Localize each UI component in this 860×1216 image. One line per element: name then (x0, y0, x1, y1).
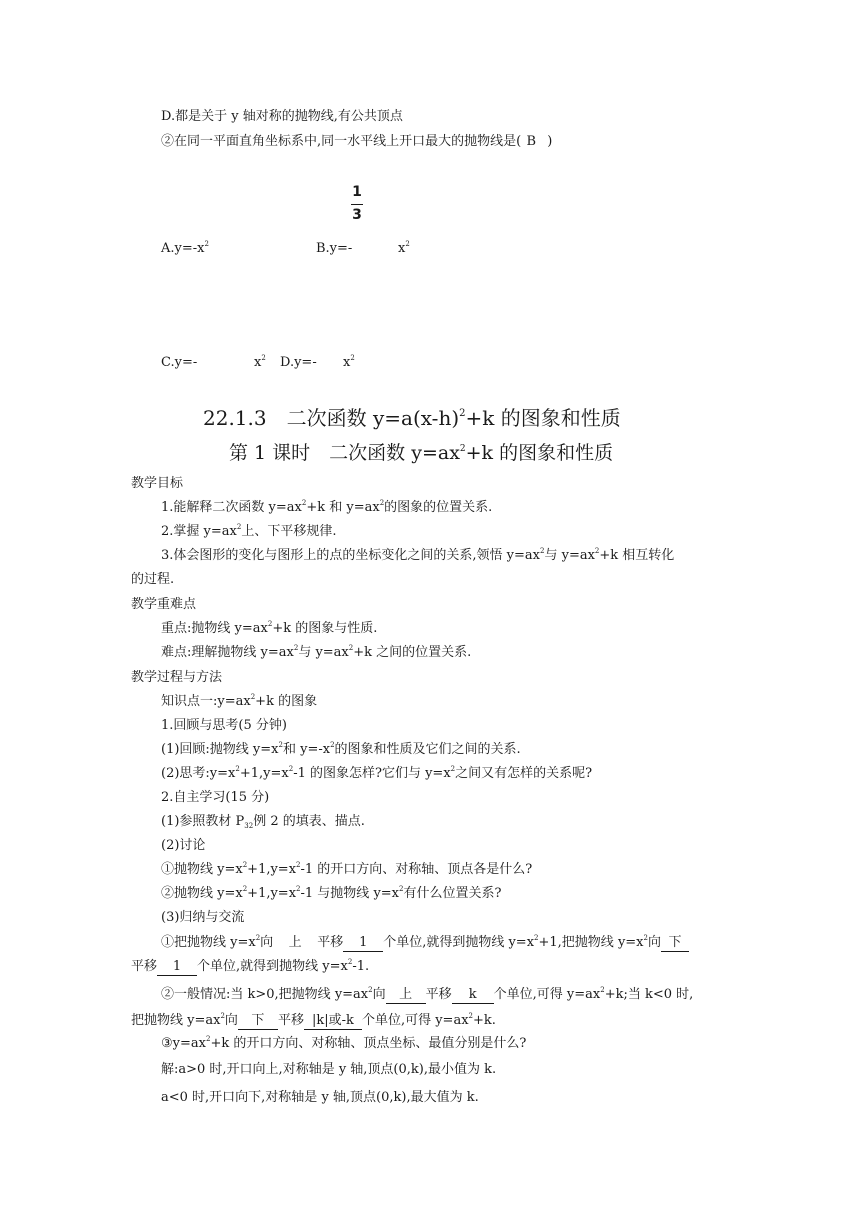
text-span: +1,y=x (247, 886, 297, 901)
text-span: +k;当 k<0 时, (604, 987, 694, 1002)
text-span: 向 (647, 935, 661, 950)
discuss-2 (161, 885, 501, 903)
summary-2-line-1 (161, 986, 693, 1004)
text-span: 2.掌握 y=ax (161, 524, 237, 539)
step-1-think (161, 765, 592, 783)
text-span: -1 的开口方向、对称轴、顶点各是什么? (300, 862, 533, 877)
text-span: 知识点一:y=ax (161, 694, 251, 709)
question-2-answer: B (526, 134, 536, 149)
lesson-title-text: 第 1 课时 二次函数 y=ax (229, 442, 460, 464)
text-span: ②抛物线 y=x (161, 886, 243, 901)
text-span: 难点:理解抛物线 y=ax (161, 645, 294, 660)
goal-3-continued: 的过程. (131, 572, 175, 587)
text-span: 个单位,可得 y=ax (361, 1013, 469, 1028)
superscript: 2 (399, 885, 404, 893)
text-span: 个单位,就得到抛物线 y=x (383, 935, 535, 950)
superscript: 2 (220, 1012, 225, 1020)
superscript: 2 (301, 499, 307, 507)
section-title-suffix: +k 的图象和性质 (465, 406, 621, 430)
superscript: 2 (600, 986, 605, 994)
summary-3 (161, 1035, 526, 1053)
text-span: 上、下平移规律. (241, 524, 337, 539)
text-span: 1.能解释二次函数 y=ax (161, 500, 302, 515)
superscript: 2 (330, 741, 335, 749)
superscript: 2 (288, 765, 294, 773)
step-2-summary: (3)归纳与交流 (161, 910, 245, 925)
superscript: 2 (459, 444, 466, 454)
superscript: 2 (235, 765, 240, 773)
lesson-title-suffix: +k 的图象和性质 (465, 442, 614, 464)
discuss-1 (161, 861, 532, 879)
superscript: 2 (236, 523, 242, 531)
blank-answer: 下 (661, 935, 689, 952)
text-span: 向 (224, 1013, 238, 1028)
lesson-title (229, 440, 613, 466)
blank-answer: |k|或-k (304, 1013, 362, 1030)
blank-answer: k (452, 987, 494, 1004)
goal-1 (161, 499, 492, 517)
text-span: +k 相互转化 (599, 548, 675, 563)
text-span: (2)思考:y=x (161, 766, 236, 781)
option-c: C.y=- (161, 355, 198, 370)
superscript: 2 (296, 885, 301, 893)
question-2 (161, 133, 552, 151)
superscript: 2 (459, 408, 466, 419)
text-span: 的图象的位置关系. (384, 500, 493, 515)
section-title-text: 22.1.3 二次函数 y=a(x-h) (203, 406, 460, 430)
text-span: +k. (473, 1013, 496, 1028)
superscript: 2 (594, 547, 600, 555)
summary-1-line-2 (131, 958, 369, 976)
solution-line-1: 解:a>0 时,开口向上,对称轴是 y 轴,顶点(0,k),最小值为 k. (161, 1062, 497, 1077)
blank-answer: 上 (386, 987, 426, 1004)
superscript: 2 (643, 934, 648, 942)
knowledge-point-1 (161, 693, 317, 711)
superscript: 2 (278, 741, 283, 749)
text-span: 和 y=-x (282, 742, 331, 757)
text-span: ①把抛物线 y=x (161, 935, 256, 950)
variable-x: x (254, 355, 262, 370)
summary-1-line-1 (161, 934, 689, 952)
text-span: +k 的开口方向、对称轴、顶点坐标、最值分别是什么? (210, 1036, 527, 1051)
superscript: 2 (405, 240, 410, 248)
step-1-review (161, 741, 521, 759)
superscript: 2 (205, 1035, 211, 1043)
superscript: 2 (250, 693, 256, 701)
key-point (161, 620, 377, 638)
solution-line-2: a<0 时,开口向下,对称轴是 y 轴,顶点(0,k),最大值为 k. (161, 1090, 479, 1105)
text-span: +k 的图象与性质. (272, 621, 378, 636)
text-span: 例 2 的填表、描点. (253, 814, 365, 829)
superscript: 2 (368, 986, 373, 994)
text-span: -1. (352, 959, 370, 974)
blank-answer: 下 (238, 1013, 278, 1030)
variable-x: x (343, 355, 351, 370)
option-a-text: A.y=-x (161, 241, 205, 256)
step-1: 1.回顾与思考(5 分钟) (161, 718, 287, 733)
text-span: +k 和 y=ax (306, 500, 380, 515)
text-span: 平移 (425, 987, 452, 1002)
text-span: 重点:抛物线 y=ax (161, 621, 268, 636)
superscript: 2 (468, 1012, 474, 1020)
question-2-close: ) (547, 134, 553, 149)
question-2-text: ②在同一平面直角坐标系中,同一水平线上开口最大的抛物线是( (161, 134, 522, 149)
superscript: 2 (293, 644, 299, 652)
text-span: ③y=ax (161, 1036, 206, 1051)
text-span: 平移 (131, 959, 158, 974)
option-a (161, 240, 209, 258)
superscript: 2 (379, 499, 385, 507)
option-d-var (343, 354, 355, 372)
text-span: +1,y=x (239, 766, 289, 781)
process-heading: 教学过程与方法 (131, 670, 223, 685)
text-span: 向 (260, 935, 274, 950)
superscript: 2 (534, 934, 539, 942)
superscript: 2 (204, 240, 209, 248)
option-c-var (254, 354, 266, 372)
text-span: +k 的图象 (255, 694, 318, 709)
step-2: 2.自主学习(15 分) (161, 790, 270, 805)
superscript: 2 (348, 644, 354, 652)
option-b: B.y=- (316, 241, 353, 256)
superscript: 2 (450, 765, 456, 773)
text-span: 把抛物线 y=ax (131, 1013, 221, 1028)
text-span: 与 y=ax (298, 645, 349, 660)
difficult-point (161, 644, 471, 662)
goal-2 (161, 523, 336, 541)
text-span: 之间又有怎样的关系呢? (455, 766, 593, 781)
blank-answer: 上 (288, 935, 302, 950)
text-span: 与 y=ax (544, 548, 595, 563)
subscript: 32 (244, 822, 254, 830)
superscript: 2 (267, 620, 273, 628)
superscript: 2 (296, 861, 301, 869)
step-2-discuss: (2)讨论 (161, 838, 206, 853)
text-span: 的图象和性质及它们之间的关系. (334, 742, 521, 757)
text-span: 平移 (317, 935, 344, 950)
text-span: 个单位,就得到抛物线 y=x (197, 959, 348, 974)
superscript: 2 (242, 885, 248, 893)
text-span: +1,y=x (247, 862, 297, 877)
blank-answer: 1 (157, 959, 197, 976)
text-span: 有什么位置关系? (403, 886, 502, 901)
option-d: D.y=- (280, 355, 317, 370)
superscript: 2 (347, 958, 353, 966)
fraction-bar (351, 204, 363, 205)
summary-2-line-2 (131, 1012, 496, 1030)
text-span: 平移 (277, 1013, 304, 1028)
keypoints-heading: 教学重难点 (131, 597, 197, 612)
text-span: (1)回顾:抛物线 y=x (161, 742, 279, 757)
fraction-denominator: 3 (352, 207, 362, 223)
superscript: 2 (350, 354, 355, 362)
fraction-numerator: 1 (352, 184, 362, 200)
text-span: -1 与抛物线 y=x (300, 886, 400, 901)
variable-x: x (398, 241, 406, 256)
text-span: -1 的图象怎样?它们与 y=x (293, 766, 451, 781)
text-span: ②一般情况:当 k>0,把抛物线 y=ax (161, 987, 369, 1002)
blank-answer: 1 (343, 935, 383, 952)
section-title (203, 405, 621, 431)
superscript: 2 (261, 354, 266, 362)
text-span: 个单位,可得 y=ax (493, 987, 601, 1002)
goal-3 (161, 547, 674, 565)
text-span: +k 之间的位置关系. (353, 645, 472, 660)
text-span: ①抛物线 y=x (161, 862, 243, 877)
goals-heading: 教学目标 (131, 476, 184, 491)
text-span: +1,把抛物线 y=x (538, 935, 644, 950)
option-b-var (398, 240, 410, 258)
text-span: (1)参照教材 P (161, 814, 245, 829)
text-span: 向 (372, 987, 386, 1002)
text-span: 3.体会图形的变化与图形上的点的坐标变化之间的关系,领悟 y=ax (161, 548, 540, 563)
step-2-textbook (161, 813, 365, 831)
superscript: 2 (540, 547, 545, 555)
superscript: 2 (242, 861, 248, 869)
option-d-previous: D.都是关于 y 轴对称的抛物线,有公共顶点 (161, 109, 403, 124)
superscript: 2 (255, 934, 261, 942)
